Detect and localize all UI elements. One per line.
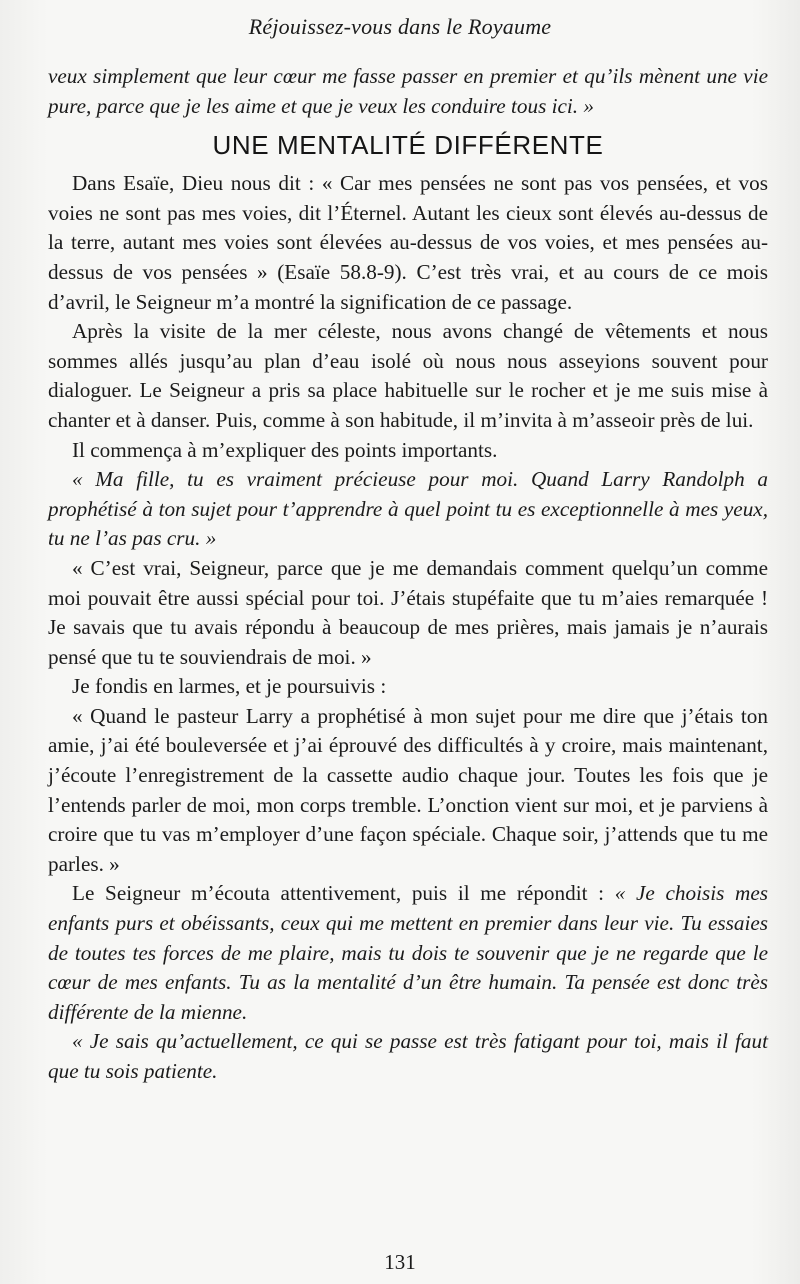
paragraph-continued-quote: veux simplement que leur cœur me fasse passer en premier et qu’ils mènent une vie pure, parce que je les aime et que je veux les conduire tous ici. »: [48, 64, 768, 118]
paragraph-esaie: Dans Esaïe, Dieu nous dit : « Car mes pensées ne sont pas vos pensées, et vos voies ne sont pas mes voies, dit l’Éternel. Autant les cieux sont élevés au-dessus de la terre, autant mes voies sont élevées au-dessus de vos voies, et mes pensées au-dessus de vos pensées » (Esaïe 58.8-9). C’est très vrai, et au cours de ce mois d’avril, le Seigneur m’a montré la signification de ce passage.: [48, 171, 768, 314]
page-body: [48, 62, 768, 1087]
paragraph-reply-1: « C’est vrai, Seigneur, parce que je me demandais comment quelqu’un comme moi pouvait être aussi spécial pour toi. J’étais stupéfaite que tu m’aies remarquée ! Je savais que tu avais répondu à beaucoup de mes prières, mais jamais je n’aurais pensé que tu te souviendrais de moi. »: [48, 555, 768, 669]
lord-listened-text: Le Seigneur m’écouta attentivement, puis il me répondit :: [72, 881, 605, 906]
page-number: 131: [384, 1250, 416, 1274]
running-header: Réjouissez-vous dans le Royaume: [248, 14, 552, 39]
paragraph-lord-listened: [48, 879, 768, 1027]
paragraph-lord-quote-3: « Je sais qu’actuellement, ce qui se passe est très fatigant pour toi, mais il faut que tu sois patiente.: [48, 1029, 768, 1083]
paragraph-visit: Après la visite de la mer céleste, nous avons changé de vêtements et nous sommes allés jusqu’au plan d’eau isolé où nous nous asseyions souvent pour dialoguer. Le Seigneur a pris sa place habituelle sur le rocher et je me suis mise à chanter et à danser. Puis, comme à son habitude, il m’invita à m’asseoir près de lui.: [48, 319, 768, 432]
lord-quote-2: « Je choisis mes enfants purs et obéissants, ceux qui me mettent en premier dans leur vie. Tu essaies de toutes tes forces de me plaire, mais tu dois te souvenir que je ne regarde que le cœur de mes enfants. Tu as la mentalité d’un être humain. Ta pensée est donc très différente de la mienne.: [48, 881, 768, 1024]
paragraph-tears: Je fondis en larmes, et je poursuivis :: [72, 674, 387, 699]
paragraph-lord-quote-1: « Ma fille, tu es vraiment précieuse pour moi. Quand Larry Randolph a prophétisé à ton sujet pour t’apprendre à quel point tu es exceptionnelle à mes yeux, tu ne l’as pas cru. »: [48, 467, 768, 551]
section-heading: UNE MENTALITÉ DIFFÉRENTE: [212, 130, 604, 161]
paragraph-explain: Il commença à m’expliquer des points importants.: [72, 437, 498, 462]
paragraph-reply-2: « Quand le pasteur Larry a prophétisé à mon sujet pour me dire que j’étais ton amie, j’ai été bouleversée et j’ai éprouvé des difficultés à y croire, mais maintenant, j’écoute l’enregistrement de la cassette audio chaque jour. Toutes les fois que je l’entends parler de moi, mon corps tremble. L’onction vient sur moi, et je parviens à croire que tu vas m’employer d’une façon spéciale. Chaque soir, j’attends que tu me parles. »: [48, 703, 768, 876]
